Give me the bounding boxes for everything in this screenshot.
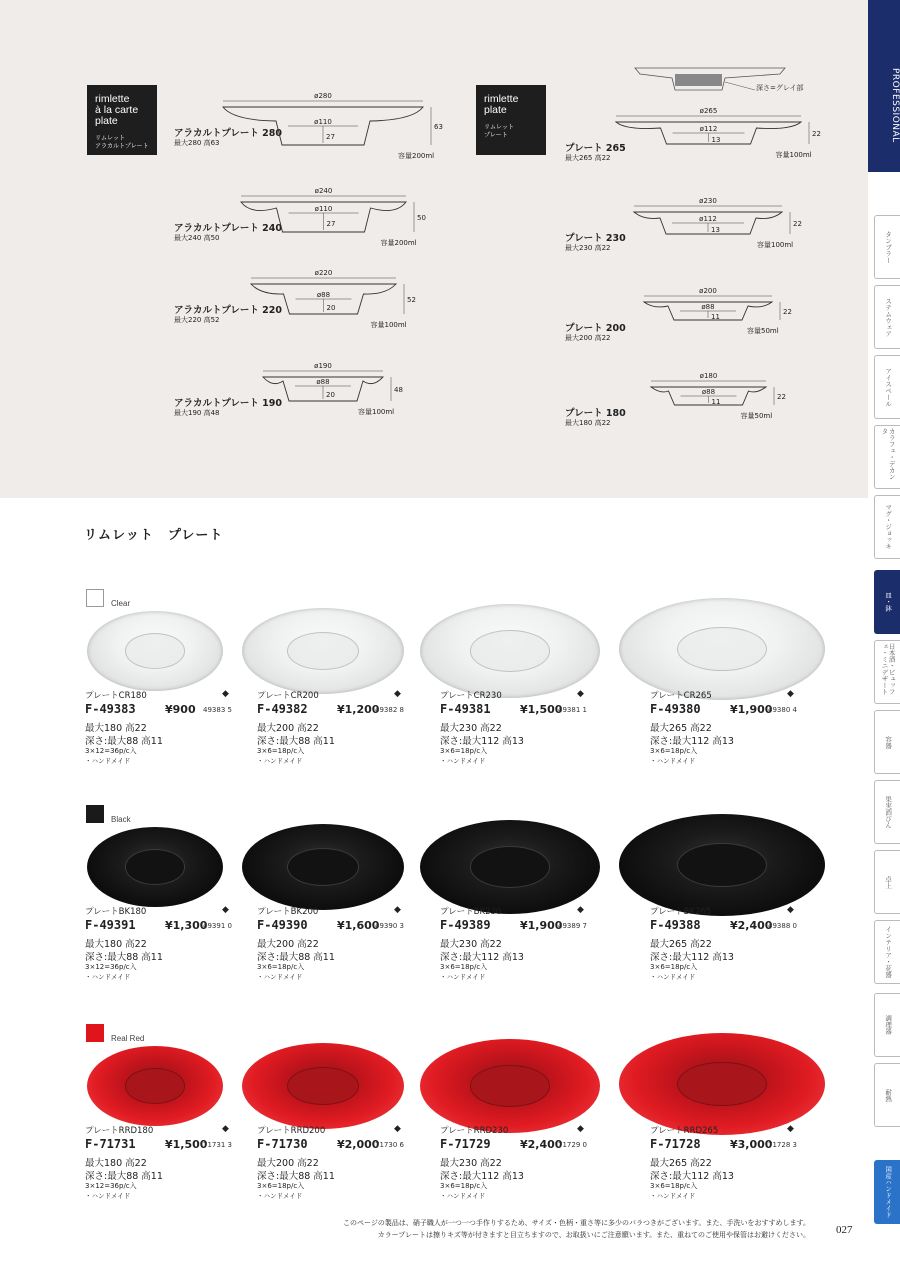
product-name: プレートBK265 <box>650 907 712 917</box>
product-code: F-49390 <box>257 918 308 932</box>
product-code: F-49382 <box>257 702 308 716</box>
sidebar-tab[interactable]: タンブラー <box>874 215 900 279</box>
jan-code: 49389 7 <box>558 922 587 930</box>
handmade-note: ・ハンドメイド <box>650 973 696 981</box>
depth-label: 13 <box>711 136 720 144</box>
product-price: ¥2,000 <box>337 1138 380 1151</box>
depth-spec: 深さ:最大112 高13 <box>440 952 524 963</box>
diamond-mark-icon: ◆ <box>394 1124 401 1134</box>
outer-diameter-label: ø200 <box>699 287 717 295</box>
plate-well <box>470 846 549 887</box>
diamond-mark-icon: ◆ <box>577 1124 584 1134</box>
height-label: 22 <box>793 220 802 228</box>
jan-code: 49381 1 <box>558 706 587 714</box>
product-name: プレートRRD230 <box>440 1126 509 1136</box>
depth-spec: 深さ:最大88 高11 <box>257 952 335 963</box>
inner-diameter-label: ø88 <box>316 378 330 386</box>
product-price: ¥1,500 <box>165 1138 208 1151</box>
product-price: ¥1,600 <box>337 919 380 932</box>
depth-label: 13 <box>711 226 720 234</box>
depth-label: 11 <box>711 398 720 406</box>
sidebar-tab[interactable]: 国産ハンドメイド <box>874 1160 900 1224</box>
product-name: プレートCR265 <box>650 691 712 701</box>
plate-photo <box>619 598 825 700</box>
inner-diameter-label: ø110 <box>314 205 332 213</box>
profile-spec: 最大240 高50 <box>174 234 220 242</box>
plate-well <box>677 1062 768 1107</box>
size-spec: 最大230 高22 <box>440 939 502 950</box>
depth-spec: 深さ:最大88 高11 <box>257 736 335 747</box>
profile-drawing <box>263 362 423 415</box>
profile-spec: 最大190 高48 <box>174 409 220 417</box>
product-price: ¥3,000 <box>730 1138 773 1151</box>
rimlette-plate-title-block <box>476 85 546 155</box>
jan-code: 71728 3 <box>768 1141 797 1149</box>
plate-well <box>125 1068 185 1103</box>
pack-spec: 3×6=18p/c入 <box>650 1182 698 1190</box>
profile-drawing <box>223 92 463 159</box>
plate-photo <box>420 1039 600 1133</box>
height-label: 48 <box>394 386 403 394</box>
handmade-note: ・ハンドメイド <box>85 1192 131 1200</box>
profile-name: プレート 180 <box>565 408 626 419</box>
handmade-note: ・ハンドメイド <box>257 757 303 765</box>
product-name: プレートCR230 <box>440 691 502 701</box>
handmade-note: ・ハンドメイド <box>85 757 131 765</box>
depth-label: 27 <box>326 133 335 141</box>
diamond-mark-icon: ◆ <box>394 905 401 915</box>
capacity-label: 容量200ml <box>380 239 417 247</box>
jan-code: 49382 8 <box>375 706 404 714</box>
handmade-note: ・ハンドメイド <box>440 973 486 981</box>
outer-diameter-label: ø230 <box>699 197 717 205</box>
pack-spec: 3×12=36p/c入 <box>85 1182 137 1190</box>
product-price: ¥1,200 <box>337 703 380 716</box>
sidebar-tab[interactable]: マグ・ジョッキ <box>874 495 900 559</box>
depth-label: 20 <box>326 391 335 399</box>
plate-photo <box>242 1043 404 1129</box>
height-label: 22 <box>776 393 786 401</box>
profile-name: アラカルトプレート 220 <box>174 305 282 316</box>
product-name: プレートRRD180 <box>85 1126 154 1136</box>
product-code: F-49391 <box>85 918 136 932</box>
pack-spec: 3×12=36p/c入 <box>85 963 137 971</box>
footer-note-2: カラープレートは擦りキズ等が付きますと目立ちますので、お取扱いにご注意願います。また、重ねてのご使用や保管はお避けください。 <box>377 1231 810 1239</box>
product-name: プレートCR180 <box>85 691 147 701</box>
product-price: ¥900 <box>165 703 196 716</box>
product-code: F-49381 <box>440 702 491 716</box>
diamond-mark-icon: ◆ <box>577 689 584 699</box>
jan-code: 71730 6 <box>375 1141 404 1149</box>
product-name: プレートRRD200 <box>257 1126 326 1136</box>
depth-spec: 深さ:最大112 高13 <box>650 1171 734 1182</box>
profile-spec: 最大265 高22 <box>565 154 611 162</box>
block-title: rimlette plate <box>484 93 519 116</box>
sidebar-tab[interactable]: 日本酒・ビュッフェ・ミニデザート <box>874 640 900 704</box>
pack-spec: 3×6=18p/c入 <box>257 747 305 755</box>
depth-label: 20 <box>326 304 335 312</box>
jan-code: 71731 3 <box>203 1141 232 1149</box>
sidebar-tab[interactable]: 皿・鉢 <box>874 570 900 634</box>
sidebar-tab[interactable]: 果実酒びん <box>874 780 900 844</box>
pack-spec: 3×6=18p/c入 <box>440 963 488 971</box>
plate-photo <box>87 827 223 907</box>
product-code: F-49380 <box>650 702 701 716</box>
color-swatch <box>86 589 104 607</box>
size-spec: 最大180 高22 <box>85 939 147 950</box>
height-label: 50 <box>416 214 426 222</box>
product-code: F-49389 <box>440 918 491 932</box>
pack-spec: 3×6=18p/c入 <box>650 747 698 755</box>
diamond-mark-icon: ◆ <box>222 1124 229 1134</box>
handmade-note: ・ハンドメイド <box>440 1192 486 1200</box>
sidebar-tab[interactable]: 卓上 <box>874 850 900 914</box>
capacity-label: 容量100ml <box>358 408 395 416</box>
profile-name: アラカルトプレート 240 <box>174 223 282 234</box>
sidebar-tab[interactable]: カラフェ・デカンタ <box>874 425 900 489</box>
inner-diameter-label: ø112 <box>699 125 717 133</box>
size-spec: 最大200 高22 <box>257 723 319 734</box>
footer-note-1: このページの製品は、硝子職人が一つ一つ手作りするため、サイズ・色柄・重さ等に多少のバラつきがございます。また、手洗いをおすすめします。 <box>343 1219 810 1227</box>
pack-spec: 3×12=36p/c入 <box>85 747 137 755</box>
sidebar-tab[interactable]: 耐熱 <box>874 1063 900 1127</box>
outer-diameter-label: ø190 <box>314 362 332 370</box>
height-label: 22 <box>811 130 821 138</box>
outer-diameter-label: ø180 <box>699 372 717 380</box>
capacity-label: 容量100ml <box>370 321 407 329</box>
height-label: 22 <box>783 308 792 316</box>
capacity-label: 容量200ml <box>398 152 435 160</box>
inner-diameter-label: ø88 <box>701 303 715 311</box>
depth-spec: 深さ:最大112 高13 <box>440 1171 524 1182</box>
product-name: プレートBK180 <box>85 907 147 917</box>
handmade-note: ・ハンドメイド <box>257 1192 303 1200</box>
product-price: ¥1,900 <box>730 703 773 716</box>
product-code: F-71729 <box>440 1137 491 1151</box>
handmade-note: ・ハンドメイド <box>257 973 303 981</box>
profile-drawing <box>634 197 822 248</box>
plate-well <box>125 849 185 884</box>
handmade-note: ・ハンドメイド <box>650 757 696 765</box>
plate-photo <box>242 824 404 910</box>
plate-photo <box>619 814 825 916</box>
size-spec: 最大200 高22 <box>257 939 319 950</box>
color-swatch <box>86 1024 104 1042</box>
depth-label: 27 <box>326 220 335 228</box>
size-spec: 最大265 高22 <box>650 939 712 950</box>
jan-code: 49388 0 <box>768 922 797 930</box>
depth-spec: 深さ:最大88 高11 <box>85 952 163 963</box>
diamond-mark-icon: ◆ <box>787 905 794 915</box>
plate-well <box>287 1067 358 1105</box>
product-name: プレートBK200 <box>257 907 319 917</box>
plate-well <box>677 843 768 888</box>
jan-code: 49391 0 <box>203 922 232 930</box>
depth-legend-diagram <box>630 60 790 100</box>
page-number: 027 <box>836 1224 853 1236</box>
height-label: 52 <box>406 296 416 304</box>
height-label: 63 <box>434 123 443 131</box>
outer-diameter-label: ø265 <box>699 107 717 115</box>
profile-spec: 最大220 高52 <box>174 316 220 324</box>
outer-diameter-label: ø280 <box>314 92 332 100</box>
product-code: F-71728 <box>650 1137 701 1151</box>
pack-spec: 3×6=18p/c入 <box>650 963 698 971</box>
handmade-note: ・ハンドメイド <box>650 1192 696 1200</box>
inner-diameter-label: ø112 <box>699 215 717 223</box>
profile-name: プレート 230 <box>565 233 626 244</box>
product-code: F-49383 <box>85 702 136 716</box>
product-name: プレートBK230 <box>440 907 502 917</box>
size-spec: 最大265 高22 <box>650 1158 712 1169</box>
depth-spec: 深さ:最大112 高13 <box>650 952 734 963</box>
handmade-note: ・ハンドメイド <box>85 973 131 981</box>
depth-note: 深さ=グレイ部 <box>756 84 804 92</box>
jan-code: 49390 3 <box>375 922 404 930</box>
product-price: ¥1,300 <box>165 919 208 932</box>
outer-diameter-label: ø240 <box>314 187 332 195</box>
depth-label: 11 <box>711 313 720 321</box>
profile-drawing <box>251 269 436 328</box>
plate-photo <box>87 1046 223 1126</box>
professional-label: PROFESSIONAL <box>868 0 900 172</box>
sidebar-tab[interactable]: インテリア・花器 <box>874 920 900 984</box>
profile-spec: 最大280 高63 <box>174 139 220 147</box>
profile-drawing <box>651 372 806 419</box>
color-swatch <box>86 805 104 823</box>
rimlette-alacarte-title-block <box>87 85 157 155</box>
handmade-note: ・ハンドメイド <box>440 757 486 765</box>
diamond-mark-icon: ◆ <box>222 689 229 699</box>
color-label: Black <box>111 815 131 824</box>
product-name: プレートCR200 <box>257 691 319 701</box>
sidebar-tab[interactable]: 調理器 <box>874 993 900 1057</box>
diamond-mark-icon: ◆ <box>787 1124 794 1134</box>
plate-photo <box>87 611 223 691</box>
size-spec: 最大180 高22 <box>85 723 147 734</box>
pack-spec: 3×6=18p/c入 <box>440 1182 488 1190</box>
plate-photo <box>420 604 600 698</box>
pack-spec: 3×6=18p/c入 <box>440 747 488 755</box>
plate-well <box>677 627 768 672</box>
profile-name: アラカルトプレート 190 <box>174 398 282 409</box>
product-code: F-49388 <box>650 918 701 932</box>
size-spec: 最大180 高22 <box>85 1158 147 1169</box>
capacity-label: 容量100ml <box>775 151 812 159</box>
inner-diameter-label: ø88 <box>701 388 715 396</box>
product-price: ¥1,500 <box>520 703 563 716</box>
jan-code: 71729 0 <box>558 1141 587 1149</box>
product-price: ¥2,400 <box>730 919 773 932</box>
pack-spec: 3×6=18p/c入 <box>257 963 305 971</box>
plate-well <box>125 633 185 668</box>
plate-well <box>470 630 549 671</box>
depth-spec: 深さ:最大112 高13 <box>650 736 734 747</box>
product-name: プレートRRD265 <box>650 1126 719 1136</box>
profile-spec: 最大180 高22 <box>565 419 611 427</box>
profile-name: アラカルトプレート 280 <box>174 128 282 139</box>
size-spec: 最大230 高22 <box>440 723 502 734</box>
jan-code: 49380 4 <box>768 706 797 714</box>
depth-spec: 深さ:最大88 高11 <box>85 736 163 747</box>
plate-well <box>470 1065 549 1106</box>
size-spec: 最大230 高22 <box>440 1158 502 1169</box>
depth-spec: 深さ:最大112 高13 <box>440 736 524 747</box>
depth-spec: 深さ:最大88 高11 <box>257 1171 335 1182</box>
sidebar-tab[interactable]: 容器 <box>874 710 900 774</box>
block-subtitle: リムレット アラカルトプレート <box>95 135 149 150</box>
outer-diameter-label: ø220 <box>314 269 332 277</box>
color-label: Clear <box>111 599 131 608</box>
plate-well <box>287 632 358 670</box>
profile-spec: 最大200 高22 <box>565 334 611 342</box>
size-spec: 最大200 高22 <box>257 1158 319 1169</box>
diamond-mark-icon: ◆ <box>577 905 584 915</box>
inner-diameter-label: ø110 <box>314 118 332 126</box>
block-subtitle: リムレット プレート <box>484 124 514 139</box>
capacity-label: 容量50ml <box>740 412 773 420</box>
plate-photo <box>619 1033 825 1135</box>
size-spec: 最大265 高22 <box>650 723 712 734</box>
diamond-mark-icon: ◆ <box>394 689 401 699</box>
profile-spec: 最大230 高22 <box>565 244 611 252</box>
plate-photo <box>420 820 600 914</box>
profile-drawing <box>644 287 812 334</box>
product-code: F-71730 <box>257 1137 308 1151</box>
depth-spec: 深さ:最大88 高11 <box>85 1171 163 1182</box>
color-label: Real Red <box>111 1034 145 1043</box>
profile-name: プレート 200 <box>565 323 626 334</box>
diamond-mark-icon: ◆ <box>222 905 229 915</box>
product-price: ¥1,900 <box>520 919 563 932</box>
sidebar-tab[interactable]: アイスペール <box>874 355 900 419</box>
inner-diameter-label: ø88 <box>316 291 330 299</box>
profile-name: プレート 265 <box>565 143 626 154</box>
product-code: F-71731 <box>85 1137 136 1151</box>
jan-code: 49383 5 <box>203 706 232 714</box>
sidebar-tab[interactable]: ステムウェア <box>874 285 900 349</box>
plate-well <box>287 848 358 886</box>
diamond-mark-icon: ◆ <box>787 689 794 699</box>
plate-photo <box>242 608 404 694</box>
capacity-label: 容量100ml <box>757 241 794 249</box>
product-price: ¥2,400 <box>520 1138 563 1151</box>
capacity-label: 容量50ml <box>747 327 779 335</box>
section-title: リムレット プレート <box>84 528 224 543</box>
block-title: rimlette à la carte plate <box>95 93 139 127</box>
pack-spec: 3×6=18p/c入 <box>257 1182 305 1190</box>
